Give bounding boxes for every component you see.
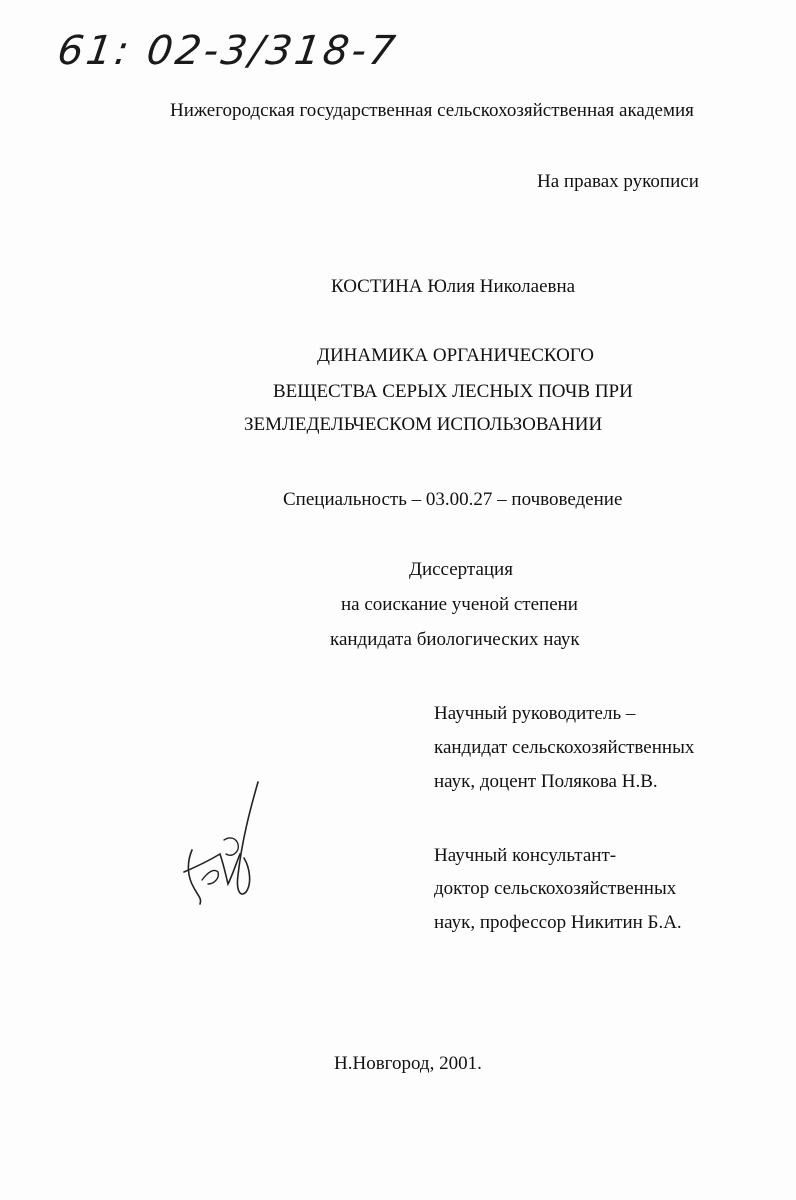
dissertation-line-3: кандидата биологических наук — [330, 629, 580, 650]
dissertation-line-1: Диссертация — [409, 559, 513, 580]
place-and-year: Н.Новгород, 2001. — [334, 1053, 482, 1074]
institution-name: Нижегородская государственная сельскохозяйственная академия — [170, 100, 694, 121]
dissertation-line-2: на соискание ученой степени — [341, 594, 578, 615]
consultant-line-2: доктор сельскохозяйственных — [434, 878, 677, 899]
supervisor-line-2: кандидат сельскохозяйственных — [434, 737, 695, 758]
handwritten-signature-icon — [180, 780, 270, 910]
title-line-2: ВЕЩЕСТВА СЕРЫХ ЛЕСНЫХ ПОЧВ ПРИ — [273, 381, 633, 402]
author-name: КОСТИНА Юлия Николаевна — [331, 276, 576, 297]
handwritten-catalog-number: 61: 02-3/318-7 — [54, 28, 401, 74]
supervisor-line-1: Научный руководитель – — [434, 703, 636, 724]
specialty: Специальность – 03.00.27 – почвоведение — [283, 489, 623, 510]
title-line-1: ДИНАМИКА ОРГАНИЧЕСКОГО — [317, 345, 595, 366]
title-line-3: ЗЕМЛЕДЕЛЬЧЕСКОМ ИСПОЛЬЗОВАНИИ — [244, 414, 603, 435]
consultant-line-1: Научный консультант- — [434, 845, 617, 866]
rights-notice: На правах рукописи — [537, 171, 699, 192]
supervisor-line-3: наук, доцент Полякова Н.В. — [434, 771, 658, 792]
consultant-line-3: наук, профессор Никитин Б.А. — [434, 912, 682, 933]
